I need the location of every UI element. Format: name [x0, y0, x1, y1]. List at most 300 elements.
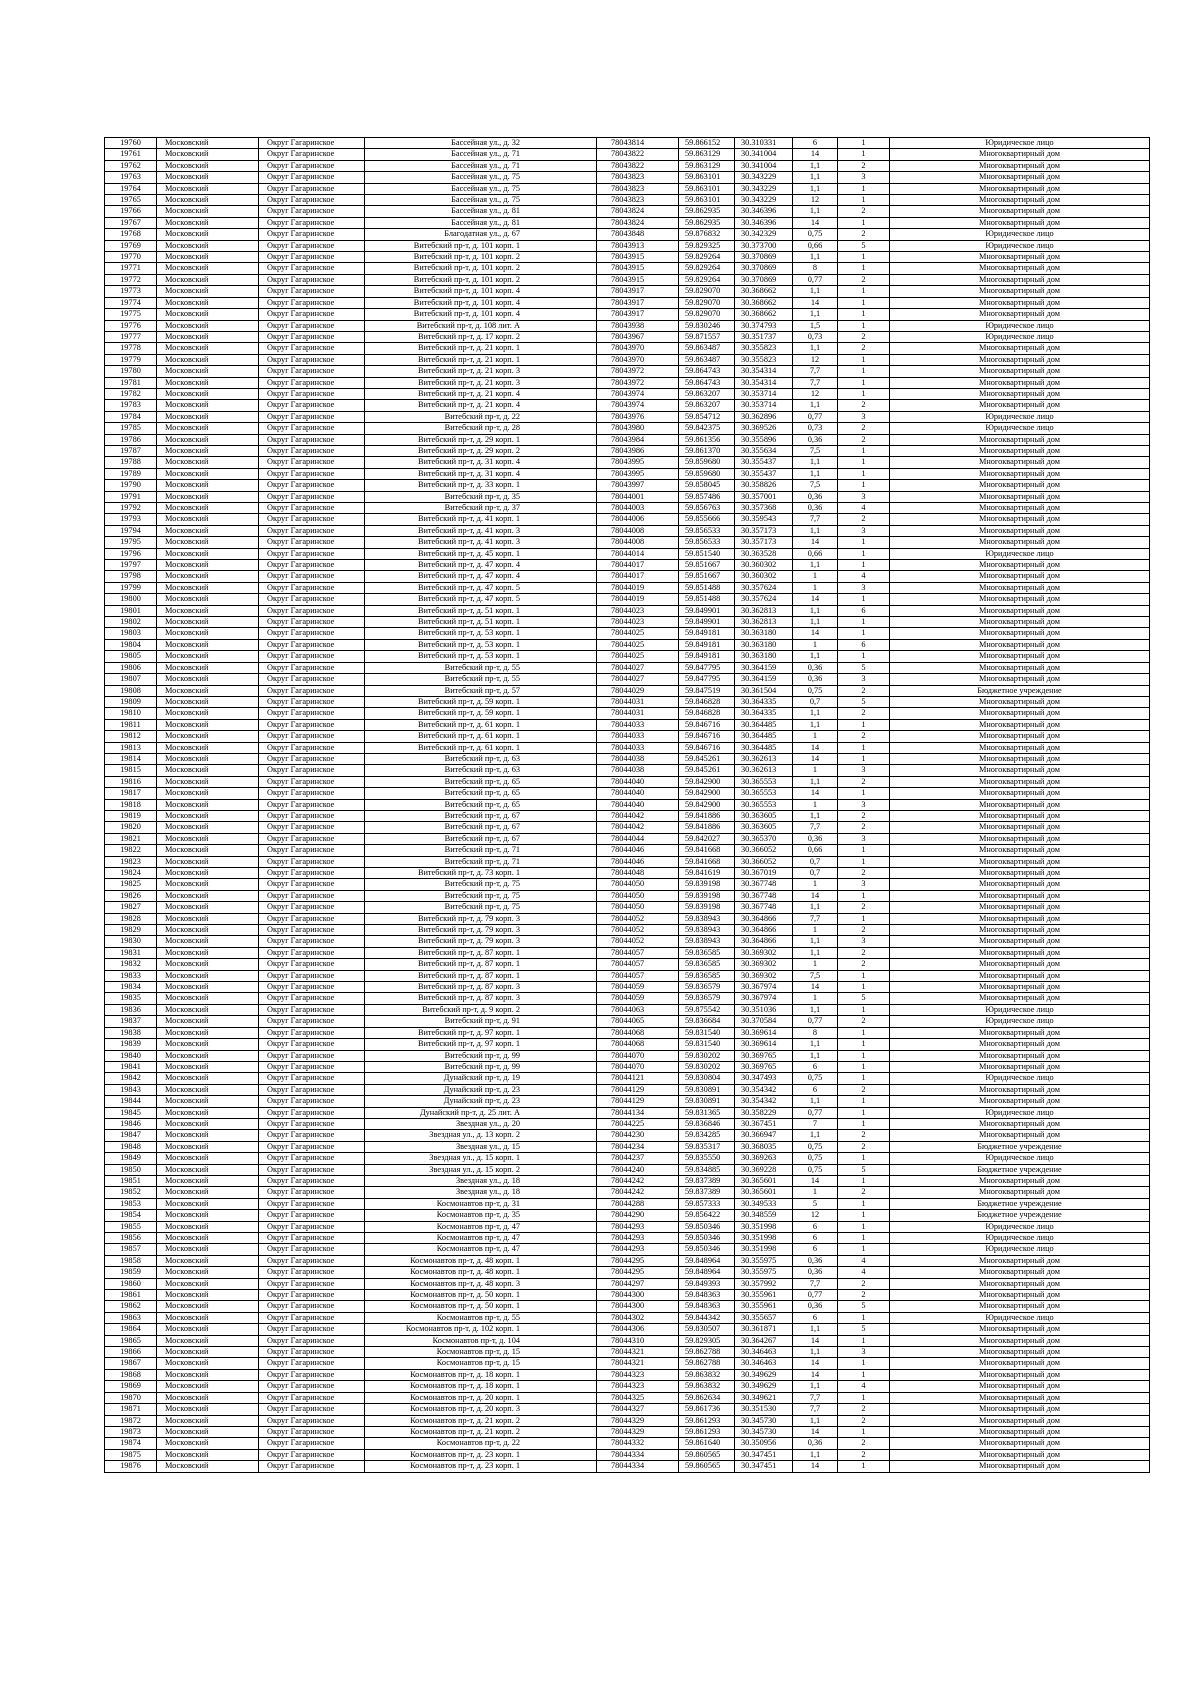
longitude-cell: 30.366947 — [735, 1130, 793, 1141]
district-cell: Московский — [157, 400, 259, 411]
object-code-cell: 78043986 — [597, 445, 679, 456]
longitude-cell: 30.364485 — [735, 719, 793, 730]
municipality-cell: Округ Гагаринское — [259, 628, 365, 639]
count-cell: 1 — [838, 1392, 890, 1403]
table-row — [105, 525, 1150, 536]
district-cell: Московский — [157, 1210, 259, 1221]
record-id-cell: 19801 — [105, 605, 157, 616]
longitude-cell: 30.368035 — [735, 1141, 793, 1152]
value-cell: 1,1 — [793, 286, 838, 297]
count-cell: 2 — [838, 274, 890, 285]
owner-type-cell: Юридическое лицо — [890, 138, 1150, 149]
record-id-cell: 19830 — [105, 936, 157, 947]
municipality-cell: Округ Гагаринское — [259, 1404, 365, 1415]
latitude-cell: 59.871557 — [679, 331, 735, 342]
owner-type-cell: Многоквартирный дом — [890, 1438, 1150, 1449]
municipality-cell: Округ Гагаринское — [259, 1175, 365, 1186]
owner-type-cell: Юридическое лицо — [890, 331, 1150, 342]
municipality-cell: Округ Гагаринское — [259, 868, 365, 879]
municipality-cell: Округ Гагаринское — [259, 1153, 365, 1164]
owner-type-cell: Многоквартирный дом — [890, 377, 1150, 388]
municipality-cell: Округ Гагаринское — [259, 514, 365, 525]
municipality-cell: Округ Гагаринское — [259, 925, 365, 936]
address-cell: Витебский пр-т, д. 53 корп. 1 — [365, 651, 597, 662]
longitude-cell: 30.354314 — [735, 366, 793, 377]
record-id-cell: 19834 — [105, 982, 157, 993]
count-cell: 1 — [838, 377, 890, 388]
district-cell: Московский — [157, 491, 259, 502]
count-cell: 2 — [838, 1438, 890, 1449]
record-id-cell: 19843 — [105, 1084, 157, 1095]
district-cell: Московский — [157, 696, 259, 707]
record-id-cell: 19802 — [105, 617, 157, 628]
latitude-cell: 59.846716 — [679, 731, 735, 742]
table-row — [105, 1461, 1150, 1472]
district-cell: Московский — [157, 149, 259, 160]
value-cell: 1,1 — [793, 947, 838, 958]
value-cell: 14 — [793, 1461, 838, 1472]
municipality-cell: Округ Гагаринское — [259, 1130, 365, 1141]
record-id-cell: 19796 — [105, 548, 157, 559]
table-row — [105, 286, 1150, 297]
latitude-cell: 59.846828 — [679, 708, 735, 719]
table-row — [105, 1369, 1150, 1380]
owner-type-cell: Юридическое лицо — [890, 1073, 1150, 1084]
latitude-cell: 59.863101 — [679, 195, 735, 206]
address-cell: Витебский пр-т, д. 79 корп. 3 — [365, 913, 597, 924]
table-row — [105, 1392, 1150, 1403]
value-cell: 14 — [793, 1369, 838, 1380]
count-cell: 1 — [838, 1004, 890, 1015]
latitude-cell: 59.836585 — [679, 947, 735, 958]
district-cell: Московский — [157, 765, 259, 776]
record-id-cell: 19792 — [105, 503, 157, 514]
municipality-cell: Округ Гагаринское — [259, 252, 365, 263]
count-cell: 3 — [838, 765, 890, 776]
municipality-cell: Округ Гагаринское — [259, 1312, 365, 1323]
address-cell: Витебский пр-т, д. 21 корп. 1 — [365, 343, 597, 354]
address-cell: Витебский пр-т, д. 41 корп. 3 — [365, 537, 597, 548]
record-id-cell: 19769 — [105, 240, 157, 251]
municipality-cell: Округ Гагаринское — [259, 480, 365, 491]
count-cell: 2 — [838, 229, 890, 240]
count-cell: 6 — [838, 605, 890, 616]
table-row — [105, 400, 1150, 411]
municipality-cell: Округ Гагаринское — [259, 913, 365, 924]
table-row — [105, 925, 1150, 936]
municipality-cell: Округ Гагаринское — [259, 639, 365, 650]
count-cell: 1 — [838, 1153, 890, 1164]
table-row — [105, 1358, 1150, 1369]
municipality-cell: Округ Гагаринское — [259, 149, 365, 160]
table-row — [105, 1404, 1150, 1415]
record-id-cell: 19863 — [105, 1312, 157, 1323]
table-row — [105, 582, 1150, 593]
latitude-cell: 59.836846 — [679, 1118, 735, 1129]
record-id-cell: 19811 — [105, 719, 157, 730]
latitude-cell: 59.838943 — [679, 913, 735, 924]
object-code-cell: 78043967 — [597, 331, 679, 342]
address-cell: Космонавтов пр-т, д. 55 — [365, 1312, 597, 1323]
value-cell: 7,7 — [793, 377, 838, 388]
table-row — [105, 833, 1150, 844]
latitude-cell: 59.845261 — [679, 753, 735, 764]
record-id-cell: 19812 — [105, 731, 157, 742]
latitude-cell: 59.858045 — [679, 480, 735, 491]
longitude-cell: 30.369614 — [735, 1027, 793, 1038]
address-cell: Бассейная ул., д. 32 — [365, 138, 597, 149]
record-id-cell: 19853 — [105, 1198, 157, 1209]
table-row — [105, 377, 1150, 388]
object-code-cell: 78043938 — [597, 320, 679, 331]
owner-type-cell: Многоквартирный дом — [890, 1267, 1150, 1278]
value-cell: 1,1 — [793, 252, 838, 263]
value-cell: 14 — [793, 628, 838, 639]
value-cell: 14 — [793, 890, 838, 901]
owner-type-cell: Многоквартирный дом — [890, 503, 1150, 514]
district-cell: Московский — [157, 1278, 259, 1289]
object-code-cell: 78043974 — [597, 388, 679, 399]
count-cell: 1 — [838, 628, 890, 639]
object-code-cell: 78043822 — [597, 149, 679, 160]
object-code-cell: 78044025 — [597, 628, 679, 639]
latitude-cell: 59.861293 — [679, 1415, 735, 1426]
latitude-cell: 59.863101 — [679, 183, 735, 194]
owner-type-cell: Бюджетное учреждение — [890, 1141, 1150, 1152]
owner-type-cell: Многоквартирный дом — [890, 468, 1150, 479]
municipality-cell: Округ Гагаринское — [259, 776, 365, 787]
address-cell: Бассейная ул., д. 71 — [365, 149, 597, 160]
district-cell: Московский — [157, 1073, 259, 1084]
value-cell: 0,7 — [793, 868, 838, 879]
municipality-cell: Округ Гагаринское — [259, 674, 365, 685]
longitude-cell: 30.363180 — [735, 651, 793, 662]
address-cell: Витебский пр-т, д. 53 корп. 1 — [365, 628, 597, 639]
table-row — [105, 548, 1150, 559]
latitude-cell: 59.834285 — [679, 1130, 735, 1141]
table-row — [105, 445, 1150, 456]
table-row — [105, 753, 1150, 764]
longitude-cell: 30.341004 — [735, 149, 793, 160]
object-code-cell: 78044300 — [597, 1290, 679, 1301]
longitude-cell: 30.367451 — [735, 1118, 793, 1129]
count-cell: 1 — [838, 183, 890, 194]
longitude-cell: 30.369765 — [735, 1061, 793, 1072]
latitude-cell: 59.836579 — [679, 993, 735, 1004]
object-code-cell: 78044003 — [597, 503, 679, 514]
owner-type-cell: Многоквартирный дом — [890, 1358, 1150, 1369]
district-cell: Московский — [157, 719, 259, 730]
address-cell: Витебский пр-т, д. 61 корп. 1 — [365, 731, 597, 742]
address-cell: Витебский пр-т, д. 87 корп. 3 — [365, 993, 597, 1004]
table-row — [105, 696, 1150, 707]
municipality-cell: Округ Гагаринское — [259, 1198, 365, 1209]
latitude-cell: 59.863832 — [679, 1369, 735, 1380]
district-cell: Московский — [157, 1404, 259, 1415]
table-row — [105, 765, 1150, 776]
address-cell: Звездная ул., д. 18 — [365, 1175, 597, 1186]
municipality-cell: Округ Гагаринское — [259, 799, 365, 810]
municipality-cell: Округ Гагаринское — [259, 993, 365, 1004]
count-cell: 1 — [838, 788, 890, 799]
latitude-cell: 59.842027 — [679, 833, 735, 844]
object-code-cell: 78044068 — [597, 1039, 679, 1050]
object-code-cell: 78044033 — [597, 731, 679, 742]
longitude-cell: 30.357173 — [735, 525, 793, 536]
value-cell: 0,77 — [793, 1016, 838, 1027]
longitude-cell: 30.365601 — [735, 1187, 793, 1198]
district-cell: Московский — [157, 628, 259, 639]
table-row — [105, 1118, 1150, 1129]
municipality-cell: Округ Гагаринское — [259, 1096, 365, 1107]
district-cell: Московский — [157, 1324, 259, 1335]
latitude-cell: 59.875542 — [679, 1004, 735, 1015]
count-cell: 4 — [838, 1381, 890, 1392]
count-cell: 2 — [838, 1415, 890, 1426]
district-cell: Московский — [157, 240, 259, 251]
value-cell: 1,1 — [793, 1039, 838, 1050]
count-cell: 3 — [838, 172, 890, 183]
count-cell: 3 — [838, 879, 890, 890]
count-cell: 4 — [838, 1267, 890, 1278]
address-cell: Космонавтов пр-т, д. 23 корп. 1 — [365, 1461, 597, 1472]
value-cell: 0,66 — [793, 548, 838, 559]
latitude-cell: 59.856763 — [679, 503, 735, 514]
municipality-cell: Округ Гагаринское — [259, 1039, 365, 1050]
district-cell: Московский — [157, 925, 259, 936]
object-code-cell: 78044242 — [597, 1187, 679, 1198]
longitude-cell: 30.370869 — [735, 252, 793, 263]
table-row — [105, 1312, 1150, 1323]
value-cell: 1,1 — [793, 457, 838, 468]
count-cell: 1 — [838, 457, 890, 468]
value-cell: 1 — [793, 959, 838, 970]
value-cell: 1,1 — [793, 206, 838, 217]
longitude-cell: 30.368662 — [735, 286, 793, 297]
record-id-cell: 19845 — [105, 1107, 157, 1118]
municipality-cell: Округ Гагаринское — [259, 1004, 365, 1015]
district-cell: Московский — [157, 1358, 259, 1369]
address-cell: Витебский пр-т, д. 51 корп. 1 — [365, 605, 597, 616]
table-row — [105, 822, 1150, 833]
value-cell: 0,36 — [793, 833, 838, 844]
count-cell: 2 — [838, 902, 890, 913]
longitude-cell: 30.347451 — [735, 1461, 793, 1472]
table-row — [105, 217, 1150, 228]
address-cell: Витебский пр-т, д. 87 корп. 1 — [365, 947, 597, 958]
table-row — [105, 331, 1150, 342]
object-code-cell: 78043822 — [597, 160, 679, 171]
value-cell: 1 — [793, 582, 838, 593]
latitude-cell: 59.839198 — [679, 902, 735, 913]
district-cell: Московский — [157, 560, 259, 571]
address-cell: Витебский пр-т, д. 47 корп. 5 — [365, 594, 597, 605]
value-cell: 1,1 — [793, 1449, 838, 1460]
district-cell: Московский — [157, 252, 259, 263]
value-cell: 5 — [793, 1198, 838, 1209]
district-cell: Московский — [157, 1016, 259, 1027]
municipality-cell: Округ Гагаринское — [259, 947, 365, 958]
count-cell: 1 — [838, 388, 890, 399]
owner-type-cell: Многоквартирный дом — [890, 822, 1150, 833]
count-cell: 2 — [838, 1187, 890, 1198]
address-cell: Космонавтов пр-т, д. 23 корп. 1 — [365, 1449, 597, 1460]
owner-type-cell: Многоквартирный дом — [890, 1369, 1150, 1380]
object-code-cell: 78044059 — [597, 993, 679, 1004]
district-cell: Московский — [157, 229, 259, 240]
municipality-cell: Округ Гагаринское — [259, 366, 365, 377]
record-id-cell: 19784 — [105, 411, 157, 422]
owner-type-cell: Юридическое лицо — [890, 1221, 1150, 1232]
district-cell: Московский — [157, 913, 259, 924]
table-row — [105, 1187, 1150, 1198]
address-cell: Витебский пр-т, д. 65 — [365, 799, 597, 810]
record-id-cell: 19854 — [105, 1210, 157, 1221]
municipality-cell: Округ Гагаринское — [259, 1073, 365, 1084]
count-cell: 1 — [838, 537, 890, 548]
value-cell: 1,1 — [793, 1347, 838, 1358]
value-cell: 7,7 — [793, 822, 838, 833]
longitude-cell: 30.357624 — [735, 582, 793, 593]
count-cell: 5 — [838, 240, 890, 251]
object-code-cell: 78043915 — [597, 252, 679, 263]
longitude-cell: 30.367748 — [735, 879, 793, 890]
owner-type-cell: Многоквартирный дом — [890, 366, 1150, 377]
value-cell: 0,75 — [793, 685, 838, 696]
owner-type-cell: Юридическое лицо — [890, 229, 1150, 240]
count-cell: 1 — [838, 252, 890, 263]
district-cell: Московский — [157, 1438, 259, 1449]
municipality-cell: Округ Гагаринское — [259, 651, 365, 662]
count-cell: 2 — [838, 1278, 890, 1289]
value-cell: 0,75 — [793, 1164, 838, 1175]
longitude-cell: 30.370584 — [735, 1016, 793, 1027]
district-cell: Московский — [157, 1255, 259, 1266]
address-cell: Дунайский пр-т, д. 23 — [365, 1084, 597, 1095]
district-cell: Московский — [157, 1096, 259, 1107]
object-code-cell: 78043970 — [597, 343, 679, 354]
record-id-cell: 19778 — [105, 343, 157, 354]
object-code-cell: 78044334 — [597, 1449, 679, 1460]
longitude-cell: 30.364335 — [735, 696, 793, 707]
address-cell: Космонавтов пр-т, д. 50 корп. 1 — [365, 1301, 597, 1312]
longitude-cell: 30.374793 — [735, 320, 793, 331]
latitude-cell: 59.844342 — [679, 1312, 735, 1323]
data-sheet — [104, 137, 1149, 1473]
latitude-cell: 59.842900 — [679, 788, 735, 799]
address-cell: Витебский пр-т, д. 47 корп. 4 — [365, 571, 597, 582]
count-cell: 2 — [838, 731, 890, 742]
longitude-cell: 30.354342 — [735, 1084, 793, 1095]
table-row — [105, 1039, 1150, 1050]
table-row — [105, 468, 1150, 479]
table-row — [105, 708, 1150, 719]
latitude-cell: 59.830891 — [679, 1084, 735, 1095]
municipality-cell: Округ Гагаринское — [259, 195, 365, 206]
record-id-cell: 19773 — [105, 286, 157, 297]
owner-type-cell: Многоквартирный дом — [890, 799, 1150, 810]
district-cell: Московский — [157, 525, 259, 536]
longitude-cell: 30.345730 — [735, 1415, 793, 1426]
latitude-cell: 59.851667 — [679, 571, 735, 582]
latitude-cell: 59.830891 — [679, 1096, 735, 1107]
longitude-cell: 30.369614 — [735, 1039, 793, 1050]
value-cell: 1,1 — [793, 1415, 838, 1426]
record-id-cell: 19781 — [105, 377, 157, 388]
owner-type-cell: Многоквартирный дом — [890, 1415, 1150, 1426]
owner-type-cell: Многоквартирный дом — [890, 1130, 1150, 1141]
record-id-cell: 19782 — [105, 388, 157, 399]
longitude-cell: 30.366052 — [735, 845, 793, 856]
table-row — [105, 514, 1150, 525]
latitude-cell: 59.861640 — [679, 1438, 735, 1449]
table-row — [105, 662, 1150, 673]
district-cell: Московский — [157, 845, 259, 856]
owner-type-cell: Многоквартирный дом — [890, 845, 1150, 856]
longitude-cell: 30.360302 — [735, 560, 793, 571]
value-cell: 0,36 — [793, 1301, 838, 1312]
longitude-cell: 30.355975 — [735, 1267, 793, 1278]
object-code-cell: 78044290 — [597, 1210, 679, 1221]
municipality-cell: Округ Гагаринское — [259, 183, 365, 194]
latitude-cell: 59.861293 — [679, 1426, 735, 1437]
value-cell: 1,1 — [793, 708, 838, 719]
object-code-cell: 78044031 — [597, 708, 679, 719]
longitude-cell: 30.310331 — [735, 138, 793, 149]
object-code-cell: 78044070 — [597, 1061, 679, 1072]
owner-type-cell: Бюджетное учреждение — [890, 1164, 1150, 1175]
latitude-cell: 59.862935 — [679, 217, 735, 228]
count-cell: 1 — [838, 1118, 890, 1129]
address-cell: Витебский пр-т, д. 75 — [365, 879, 597, 890]
latitude-cell: 59.848363 — [679, 1290, 735, 1301]
address-cell: Витебский пр-т, д. 101 корп. 1 — [365, 240, 597, 251]
district-cell: Московский — [157, 822, 259, 833]
table-row — [105, 1301, 1150, 1312]
latitude-cell: 59.841668 — [679, 845, 735, 856]
object-code-cell: 78044050 — [597, 879, 679, 890]
address-cell: Космонавтов пр-т, д. 104 — [365, 1335, 597, 1346]
owner-type-cell: Юридическое лицо — [890, 1153, 1150, 1164]
record-id-cell: 19794 — [105, 525, 157, 536]
count-cell: 3 — [838, 582, 890, 593]
latitude-cell: 59.849901 — [679, 605, 735, 616]
address-cell: Бассейная ул., д. 71 — [365, 160, 597, 171]
record-id-cell: 19791 — [105, 491, 157, 502]
latitude-cell: 59.831365 — [679, 1107, 735, 1118]
address-cell: Звездная ул., д. 20 — [365, 1118, 597, 1129]
municipality-cell: Округ Гагаринское — [259, 503, 365, 514]
object-code-cell: 78044023 — [597, 605, 679, 616]
value-cell: 14 — [793, 537, 838, 548]
longitude-cell: 30.360302 — [735, 571, 793, 582]
municipality-cell: Округ Гагаринское — [259, 434, 365, 445]
object-code-cell: 78044001 — [597, 491, 679, 502]
table-row — [105, 423, 1150, 434]
address-cell: Витебский пр-т, д. 65 — [365, 788, 597, 799]
address-cell: Витебский пр-т, д. 53 корп. 1 — [365, 639, 597, 650]
district-cell: Московский — [157, 799, 259, 810]
district-cell: Московский — [157, 982, 259, 993]
address-cell: Дунайский пр-т, д. 19 — [365, 1073, 597, 1084]
longitude-cell: 30.368662 — [735, 309, 793, 320]
owner-type-cell: Многоквартирный дом — [890, 514, 1150, 525]
value-cell: 1 — [793, 879, 838, 890]
object-code-cell: 78044019 — [597, 594, 679, 605]
count-cell: 1 — [838, 651, 890, 662]
latitude-cell: 59.849393 — [679, 1278, 735, 1289]
object-code-cell: 78044321 — [597, 1347, 679, 1358]
